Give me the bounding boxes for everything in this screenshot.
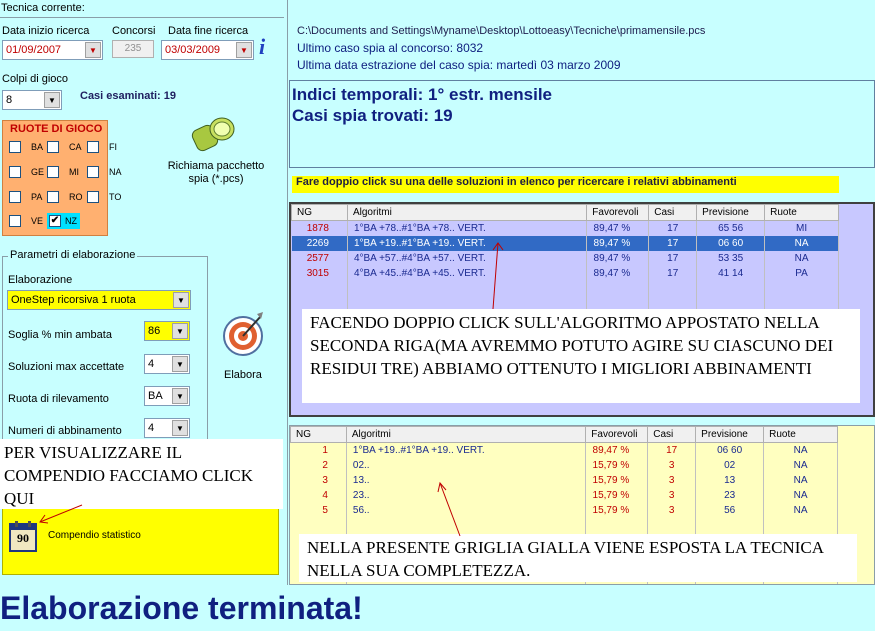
ruota-pa-label: PA [31, 192, 43, 202]
cell-algoritmo: 02.. [346, 458, 585, 473]
cell-algoritmo: 13.. [346, 473, 585, 488]
cell-ruote: NA [764, 488, 838, 503]
indici-line1: Indici temporali: 1° estr. mensile [292, 85, 552, 104]
cell-ng: 5 [291, 503, 347, 518]
concorsi-label: Concorsi [112, 25, 156, 37]
col-ng[interactable]: NG [291, 427, 347, 443]
cell-algoritmo: 1°BA +19..#1°BA +19.. VERT. [346, 443, 585, 458]
cell-previsione: 13 [696, 473, 764, 488]
elabora-label[interactable]: Elabora [224, 369, 262, 381]
ruota-nz-label: NZ [65, 216, 77, 226]
path-text: C:\Documents and Settings\Myname\Desktop\Lottoeasy\Tecniche\primamensile.pcs [297, 25, 706, 37]
cell-casi: 3 [648, 473, 696, 488]
cell-favorevoli: 89,47 % [586, 443, 648, 458]
tecnica-label: Tecnica corrente: [1, 2, 85, 14]
cell-previsione: 06 60 [697, 236, 765, 251]
cell-favorevoli: 89,47 % [587, 251, 649, 266]
soluzioni-label: Soluzioni max accettate [8, 361, 125, 373]
chevron-down-icon[interactable]: ▼ [173, 292, 189, 308]
col-ng[interactable]: NG [292, 205, 348, 221]
ruota-na-label: NA [109, 167, 122, 177]
soglia-label: Soglia % min ambata [8, 329, 112, 341]
checkbox-nz[interactable]: ✔ [50, 215, 60, 226]
col-ruote[interactable]: Ruote [765, 205, 839, 221]
data-fine-label: Data fine ricerca [168, 25, 249, 37]
cell-previsione: 65 56 [697, 221, 765, 236]
ruota-ca-label: CA [69, 142, 82, 152]
cell-casi: 17 [649, 221, 697, 236]
note-algoritmo: FACENDO DOPPIO CLICK SULL'ALGORITMO APPOSTATO NELLA SECONDA RIGA(MA AVREMMO POTUTO AGIRE SU CIASCUNO DEI RESIDUI TRE) ABBIAMO OTTENUTO I MIGLIORI ABBINAMENTI [302, 309, 860, 403]
cell-casi: 17 [649, 236, 697, 251]
cell-ruote: NA [765, 236, 839, 251]
arrow-compendio [40, 505, 82, 522]
cell-algoritmo: 4°BA +45..#4°BA +45.. VERT. [347, 266, 586, 281]
cell-ng: 3 [291, 473, 347, 488]
status-text: Elaborazione terminata! [0, 590, 363, 626]
cell-casi: 17 [649, 266, 697, 281]
chevron-down-icon[interactable]: ▼ [44, 92, 60, 108]
ruota-rilevamento-label: Ruota di rilevamento [8, 393, 109, 405]
cell-casi: 17 [649, 251, 697, 266]
cell-algoritmo: 1°BA +78..#1°BA +78.. VERT. [347, 221, 586, 236]
cell-ng: 2269 [292, 236, 348, 251]
chevron-down-icon[interactable]: ▼ [172, 356, 188, 372]
data-inizio-label: Data inizio ricerca [2, 25, 90, 37]
cell-favorevoli: 15,79 % [586, 488, 648, 503]
col-previsione[interactable]: Previsione [696, 427, 764, 443]
col-algoritmi[interactable]: Algoritmi [346, 427, 585, 443]
parametri-title: Parametri di elaborazione [10, 249, 136, 261]
cell-favorevoli: 15,79 % [586, 503, 648, 518]
ruota-ge-label: GE [31, 167, 45, 177]
cell-ng: 1 [291, 443, 347, 458]
col-favorevoli[interactable]: Favorevoli [587, 205, 649, 221]
cell-favorevoli: 89,47 % [587, 236, 649, 251]
chevron-down-icon[interactable]: ▼ [85, 42, 101, 58]
cell-ruote: MI [765, 221, 839, 236]
cell-ng: 4 [291, 488, 347, 503]
calendar-number: 90 [17, 531, 29, 545]
instruction-text: Fare doppio click su una delle soluzioni in elenco per ricercare i relativi abbinamenti [296, 176, 737, 188]
cell-previsione: 06 60 [696, 443, 764, 458]
compendio-label[interactable]: Compendio statistico [48, 530, 141, 541]
cell-algoritmo: 56.. [346, 503, 585, 518]
cell-ruote: NA [764, 503, 838, 518]
note-compendio: PER VISUALIZZARE IL COMPENDIO FACCIAMO CLICK QUI [0, 439, 283, 509]
arrow-griglia [440, 483, 460, 536]
chevron-down-icon[interactable]: ▼ [172, 323, 188, 339]
cell-ruote: NA [765, 251, 839, 266]
cell-ng: 1878 [292, 221, 348, 236]
cell-algoritmo: 4°BA +57..#4°BA +57.. VERT. [347, 251, 586, 266]
cell-casi: 3 [648, 503, 696, 518]
cell-ruote: NA [764, 443, 838, 458]
cell-ng: 3015 [292, 266, 348, 281]
col-casi[interactable]: Casi [648, 427, 696, 443]
ruota-fi-label: FI [109, 142, 117, 152]
cell-ng: 2 [291, 458, 347, 473]
cell-algoritmo: 1°BA +19..#1°BA +19.. VERT. [347, 236, 586, 251]
numeri-value: 4 [148, 422, 155, 434]
col-ruote[interactable]: Ruote [764, 427, 838, 443]
numeri-label: Numeri di abbinamento [8, 425, 122, 437]
cell-previsione: 53 35 [697, 251, 765, 266]
col-casi[interactable]: Casi [649, 205, 697, 221]
note-griglia: NELLA PRESENTE GRIGLIA GIALLA VIENE ESPOSTA LA TECNICA NELLA SUA COMPLETEZZA. [299, 534, 857, 582]
chevron-down-icon[interactable]: ▼ [172, 388, 188, 404]
ruota-rilevamento-value: BA [148, 390, 163, 402]
richiama-label[interactable]: Richiama pacchetto spia (*.pcs) [167, 160, 265, 185]
elaborazione-value: OneStep ricorsiva 1 ruota [11, 294, 136, 306]
ruota-ve-label: VE [31, 216, 44, 226]
cell-ng: 2577 [292, 251, 348, 266]
ultimo-caso: Ultimo caso spia al concorso: 8032 [297, 41, 484, 55]
data-inizio-value: 01/09/2007 [6, 44, 62, 56]
col-algoritmi[interactable]: Algoritmi [347, 205, 586, 221]
cell-casi: 3 [648, 488, 696, 503]
cell-ruote: NA [764, 473, 838, 488]
cell-previsione: 02 [696, 458, 764, 473]
concorsi-value: 235 [124, 43, 142, 54]
cell-ruote: NA [764, 458, 838, 473]
colpi-value: 8 [6, 94, 13, 106]
chevron-down-icon[interactable]: ▼ [172, 420, 188, 436]
ruote-title: RUOTE DI GIOCO [10, 123, 103, 135]
data-fine-value: 03/03/2009 [165, 44, 221, 56]
ultima-data: Ultima data estrazione del caso spia: martedì 03 marzo 2009 [297, 58, 621, 72]
chevron-down-icon[interactable]: ▼ [236, 42, 252, 58]
cell-previsione: 56 [696, 503, 764, 518]
col-favorevoli[interactable]: Favorevoli [586, 427, 648, 443]
cell-algoritmo: 23.. [346, 488, 585, 503]
ruota-ro-label: RO [69, 192, 83, 202]
indici-line2: Casi spia trovati: 19 [292, 106, 453, 125]
ruota-ba-label: BA [31, 142, 44, 152]
ruota-mi-label: MI [69, 167, 79, 177]
cell-previsione: 23 [696, 488, 764, 503]
cell-casi: 17 [648, 443, 696, 458]
ruota-to-label: TO [109, 192, 122, 202]
cell-favorevoli: 89,47 % [587, 266, 649, 281]
cell-favorevoli: 15,79 % [586, 473, 648, 488]
elaborazione-label: Elaborazione [8, 274, 73, 286]
cell-ruote: PA [765, 266, 839, 281]
cell-previsione: 41 14 [697, 266, 765, 281]
cell-casi: 3 [648, 458, 696, 473]
casi-esaminati: Casi esaminati: 19 [80, 90, 176, 102]
cell-favorevoli: 89,47 % [587, 221, 649, 236]
col-previsione[interactable]: Previsione [697, 205, 765, 221]
colpi-label: Colpi di gioco [2, 73, 69, 85]
soluzioni-value: 4 [148, 358, 155, 370]
info-icon[interactable]: i [259, 34, 266, 59]
soglia-value: 86 [148, 325, 161, 337]
arrow-algoritmo [493, 243, 498, 309]
cell-favorevoli: 15,79 % [586, 458, 648, 473]
